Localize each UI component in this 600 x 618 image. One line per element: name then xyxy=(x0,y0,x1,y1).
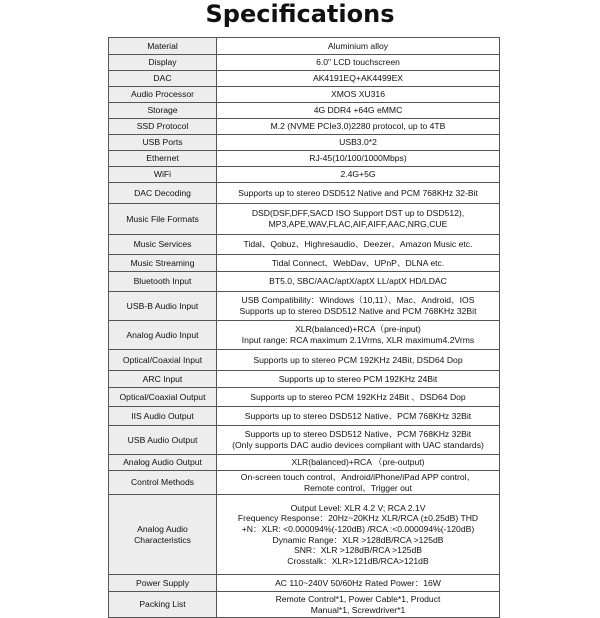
spec-value-line: Input range: RCA maximum 2.1Vrms, XLR maximum4.2Vrms xyxy=(241,335,475,345)
spec-row xyxy=(109,119,500,135)
spec-value xyxy=(217,204,500,235)
spec-value xyxy=(217,471,500,495)
spec-value-line: Supports up to stereo DSD512 Native、PCM 768KHz 32Bit xyxy=(244,429,472,440)
spec-row xyxy=(109,471,500,495)
spec-label: Audio Processor xyxy=(109,87,217,103)
spec-value-line: XLR(balanced)+RCA（pre-input) xyxy=(295,324,421,335)
spec-label: Display xyxy=(109,55,217,71)
spec-row xyxy=(109,204,500,235)
spec-value xyxy=(217,426,500,455)
spec-value xyxy=(217,255,500,272)
spec-value xyxy=(217,135,500,151)
spec-value-line: Supports up to stereo DSD512 Native and PCM 768KHz 32Bit xyxy=(239,306,477,316)
spec-row xyxy=(109,350,500,371)
spec-value xyxy=(217,55,500,71)
spec-row xyxy=(109,407,500,426)
spec-row xyxy=(109,575,500,592)
spec-value-line: AC 110~240V 50/60Hz Rated Power：16W xyxy=(275,577,441,588)
spec-row xyxy=(109,71,500,87)
spec-value xyxy=(217,350,500,371)
spec-value xyxy=(217,371,500,388)
spec-value-line: Supports up to stereo PCM 192KHz 24Bit, DSD64 Dop xyxy=(253,354,463,365)
spec-value-line: Output Level: XLR 4.2 V; RCA 2.1V xyxy=(290,502,426,513)
spec-row xyxy=(109,55,500,71)
spec-row xyxy=(109,371,500,388)
spec-row xyxy=(109,388,500,407)
spec-row xyxy=(109,103,500,119)
spec-label: Storage xyxy=(109,103,217,119)
specifications-table xyxy=(108,37,500,618)
spec-label: Ethernet xyxy=(109,151,217,167)
spec-value xyxy=(217,592,500,618)
spec-value-line: Tidal、Qobuz、Highresaudio、Deezer、Amazon Music etc. xyxy=(243,239,473,250)
spec-label: DAC xyxy=(109,71,217,87)
spec-row xyxy=(109,151,500,167)
spec-value xyxy=(217,151,500,167)
spec-label: Music File Formats xyxy=(109,204,217,235)
spec-value-line: 2.4G+5G xyxy=(340,169,376,180)
spec-row xyxy=(109,38,500,55)
spec-value-line: AK4191EQ+AK4499EX xyxy=(312,73,404,84)
spec-value xyxy=(217,272,500,292)
spec-value-line: Dynamic Range：XLR >128dB/RCA >125dB xyxy=(272,534,444,545)
spec-row xyxy=(109,272,500,292)
spec-value-line: M.2 (NVME PCIe3.0)2280 protocol, up to 4TB xyxy=(270,121,446,132)
spec-label: IIS Audio Output xyxy=(109,407,217,426)
spec-value xyxy=(217,321,500,350)
spec-value xyxy=(217,495,500,575)
spec-row xyxy=(109,426,500,455)
spec-label: USB Audio Output xyxy=(109,426,217,455)
spec-label: Control Methods xyxy=(109,471,217,495)
spec-row xyxy=(109,495,500,575)
spec-value-line: BT5.0, SBC/AAC/aptX/aptX LL/aptX HD/LDAC xyxy=(269,276,447,287)
spec-value xyxy=(217,167,500,183)
spec-label: DAC Decoding xyxy=(109,183,217,204)
spec-label: Music Services xyxy=(109,235,217,255)
spec-value-line: MP3,APE,WAV,FLAC,AIF,AIFF,AAC,NRG,CUE xyxy=(268,219,448,229)
spec-value-line: Supports up to stereo PCM 192KHz 24Bit xyxy=(278,373,438,384)
spec-row xyxy=(109,592,500,618)
spec-label: Analog Audio Input xyxy=(109,321,217,350)
spec-label: Optical/Coaxial Input xyxy=(109,350,217,371)
spec-value xyxy=(217,71,500,87)
spec-value-line: 6.0" LCD touchscreen xyxy=(316,57,400,68)
spec-value-line: Manual*1, Screwdriver*1 xyxy=(310,604,406,615)
spec-value-line: Supports up to stereo DSD512 Native and PCM 768KHz 32-Bit xyxy=(238,187,478,198)
spec-value-line: 4G DDR4 +64G eMMC xyxy=(313,105,403,116)
spec-value xyxy=(217,119,500,135)
spec-value-line: XMOS XU316 xyxy=(331,89,385,100)
spec-value xyxy=(217,575,500,592)
spec-label: ARC Input xyxy=(109,371,217,388)
spec-label: Bluetooth Input xyxy=(109,272,217,292)
spec-label: Material xyxy=(109,38,217,55)
spec-value xyxy=(217,235,500,255)
spec-row xyxy=(109,321,500,350)
spec-value-line: Supports up to stereo PCM 192KHz 24Bit 、DSD64 Dop xyxy=(250,391,466,402)
spec-label: Analog Audio Characteristics xyxy=(109,495,217,575)
page-title: Specifications xyxy=(205,0,395,28)
spec-label: Optical/Coaxial Output xyxy=(109,388,217,407)
spec-row xyxy=(109,87,500,103)
spec-row xyxy=(109,135,500,151)
spec-label: WiFi xyxy=(109,167,217,183)
spec-label: Packing List xyxy=(109,592,217,618)
spec-row xyxy=(109,255,500,272)
spec-value-line: +N：XLR: <0.000094%(-120dB) /RCA :<0.000094%(-120dB) xyxy=(241,523,475,534)
spec-value-line: (Only supports DAC audio devices compliant with UAC standards) xyxy=(232,440,484,450)
spec-value-line: XLR(balanced)+RCA （pre-output) xyxy=(291,457,425,468)
spec-value xyxy=(217,87,500,103)
spec-label: USB Ports xyxy=(109,135,217,151)
spec-value xyxy=(217,103,500,119)
spec-value-line: Frequency Response：20Hz~20KHz XLR/RCA (±0.25dB) THD xyxy=(237,513,479,524)
spec-value-line: Crosstalk：XLR>121dB/RCA>121dB xyxy=(287,555,429,566)
spec-value-line: On-screen touch control、Android/iPhone/iPad APP control、 xyxy=(240,471,476,482)
spec-value xyxy=(217,388,500,407)
spec-label: SSD Protocol xyxy=(109,119,217,135)
spec-value xyxy=(217,38,500,55)
spec-value-line: Aluminium alloy xyxy=(327,40,389,51)
spec-row xyxy=(109,183,500,204)
spec-value xyxy=(217,292,500,321)
spec-value-line: DSD(DSF,DFF,SACD ISO Support DST up to DSD512), xyxy=(251,208,465,219)
spec-value-line: USB3.0*2 xyxy=(339,137,377,148)
spec-value-line: Tidal Connect、WebDav、UPnP、DLNA etc. xyxy=(271,257,445,268)
spec-value-line: Supports up to stereo DSD512 Native、PCM 768KHz 32Bit xyxy=(244,410,472,421)
spec-row xyxy=(109,167,500,183)
spec-value xyxy=(217,407,500,426)
spec-label: Analog Audio Output xyxy=(109,455,217,471)
spec-value-line: RJ-45(10/100/1000Mbps) xyxy=(309,153,407,164)
spec-value xyxy=(217,455,500,471)
spec-label: Music Streaming xyxy=(109,255,217,272)
spec-value-line: SNR：XLR >128dB/RCA >125dB xyxy=(293,545,423,556)
spec-label: USB-B Audio Input xyxy=(109,292,217,321)
spec-value-line: USB Compatibility：Windows（10,11）、Mac、Android、IOS xyxy=(241,295,475,306)
spec-label: Power Supply xyxy=(109,575,217,592)
spec-value-line: Remote Control*1, Power Cable*1, Product xyxy=(275,593,441,604)
spec-value xyxy=(217,183,500,204)
spec-row xyxy=(109,235,500,255)
spec-row xyxy=(109,292,500,321)
spec-value-line: Remote control、Trigger out xyxy=(303,482,413,493)
spec-row xyxy=(109,455,500,471)
